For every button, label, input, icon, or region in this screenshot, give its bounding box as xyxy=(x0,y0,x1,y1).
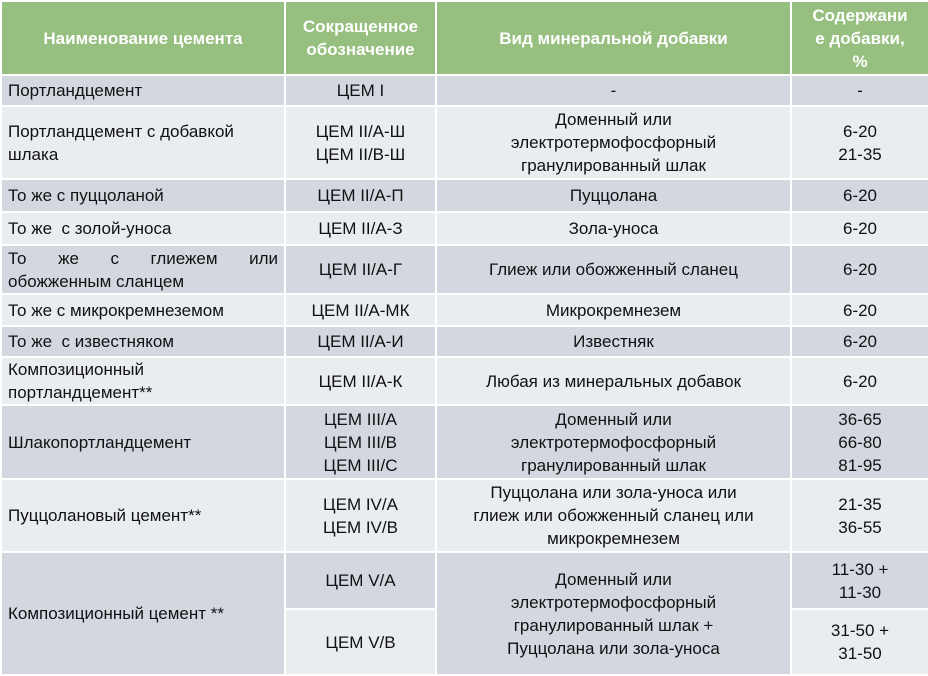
cement-name-cell xyxy=(1,106,285,179)
cell-text: ЦЕМ II/А-Ш xyxy=(315,121,406,141)
cell-text: 21-35 xyxy=(838,144,882,164)
cell-text: глиеж или обожженный сланец или xyxy=(473,506,754,525)
cell-text: То же с микрокремнеземом xyxy=(8,300,224,320)
additive-cell xyxy=(436,357,791,405)
table-row xyxy=(1,179,928,212)
cell-text: Микрокремнезем xyxy=(545,300,682,320)
abbreviation-cell xyxy=(285,479,436,552)
table-row xyxy=(1,405,928,479)
cell-text: гранулированный шлак xyxy=(521,156,706,175)
header-row xyxy=(1,1,928,75)
additive-cell xyxy=(436,179,791,212)
cell-text: Пуццолана или зола-уноса xyxy=(507,638,720,658)
table-row xyxy=(1,212,928,245)
cell-text: То же с пуццоланой xyxy=(8,186,164,205)
additive-cell xyxy=(436,326,791,357)
table-row xyxy=(1,357,928,405)
additive-cell xyxy=(436,106,791,179)
cell-text: Известняк xyxy=(573,332,654,351)
cell-text: 11-30 + xyxy=(831,559,889,579)
cement-name-cell xyxy=(1,326,285,357)
additive-cell xyxy=(436,245,791,294)
cell-text: Пуццолановый цемент** xyxy=(8,506,202,525)
cell-text: Композиционный xyxy=(8,360,144,379)
cell-text: ЦЕМ IV/А xyxy=(323,494,398,514)
cell-text: Зола-уноса xyxy=(568,219,659,238)
abbreviation-cell xyxy=(285,245,436,294)
abbreviation-cell xyxy=(285,326,436,357)
cell-text: ЦЕМ II/А-К xyxy=(318,371,403,391)
cell-text: 6-20 xyxy=(842,332,878,351)
cell-text: ЦЕМ V/В xyxy=(325,632,396,652)
cement-name-cell xyxy=(1,357,285,405)
cell-text: обожженным сланцем xyxy=(8,271,185,291)
cell-text: Любая из минеральных добавок xyxy=(485,371,742,391)
cell-text: ЦЕМ V/А xyxy=(325,571,396,590)
content-cell xyxy=(791,609,928,675)
header-content-line-1: Содержани xyxy=(812,5,908,25)
abbreviation-cell xyxy=(285,75,436,106)
header-abbreviation-line-2: обозначение xyxy=(306,40,415,59)
header-content-line-3: % xyxy=(852,51,868,71)
cell-text: Шлакопортландцемент xyxy=(8,432,192,452)
additive-cell xyxy=(436,552,791,675)
header-additive-content xyxy=(791,1,928,75)
header-abbreviation xyxy=(285,1,436,75)
cell-text: 21-35 xyxy=(838,494,882,514)
cell-text: 6-20 xyxy=(842,371,878,391)
cell-text: ЦЕМ II/А-И xyxy=(317,332,404,351)
table-row xyxy=(1,75,928,106)
cell-text: Пуццолана xyxy=(569,186,658,205)
cell-text: Глиеж или обожженный сланец xyxy=(489,260,738,279)
additive-cell xyxy=(436,75,791,106)
cell-text: гранулированный шлак + xyxy=(513,615,714,635)
header-content-line-2: е добавки, xyxy=(815,28,905,48)
cement-name-cell xyxy=(1,405,285,479)
cell-text: гранулированный шлак xyxy=(521,455,706,475)
cell-text: 31-50 xyxy=(838,644,882,663)
cell-text: 6-20 xyxy=(842,186,878,205)
cell-text: ЦЕМ II/А-Г xyxy=(318,260,403,279)
content-cell xyxy=(791,357,928,405)
cell-text: - xyxy=(610,81,617,100)
cell-text: портландцемент** xyxy=(8,383,153,402)
cement-name-cell xyxy=(1,479,285,552)
table-row xyxy=(1,552,928,609)
abbreviation-cell xyxy=(285,212,436,245)
cell-text: ЦЕМ III/А xyxy=(323,409,398,429)
content-cell xyxy=(791,552,928,609)
abbreviation-cell xyxy=(285,179,436,212)
additive-cell xyxy=(436,294,791,326)
cell-text: Доменный или xyxy=(555,110,672,129)
abbreviation-cell xyxy=(285,106,436,179)
cell-text: 36-65 xyxy=(838,409,882,429)
cell-text: ЦЕМ III/В xyxy=(323,432,398,452)
cement-name-cell xyxy=(1,294,285,326)
table-row xyxy=(1,294,928,326)
cell-text: ЦЕМ II/А-МК xyxy=(311,300,410,320)
cell-text: Доменный или xyxy=(555,569,672,589)
table-row xyxy=(1,245,928,294)
content-cell xyxy=(791,179,928,212)
cell-text: электротермофосфорный xyxy=(510,432,717,452)
abbreviation-cell xyxy=(285,552,436,609)
cell-text: 31-50 + xyxy=(830,621,890,640)
content-cell xyxy=(791,106,928,179)
cell-text: То же с глиежем или xyxy=(8,248,278,268)
cell-text: ЦЕМ II/А-З xyxy=(318,219,403,238)
cell-text: То же с золой-уноса xyxy=(8,219,172,238)
cement-name-cell xyxy=(1,179,285,212)
additive-cell xyxy=(436,405,791,479)
cell-text: ЦЕМ II/В-Ш xyxy=(315,144,406,164)
cell-text: шлака xyxy=(8,144,59,164)
cell-text: Портландцемент с добавкой xyxy=(8,121,234,141)
table-row xyxy=(1,326,928,357)
content-cell xyxy=(791,479,928,552)
cell-text: То же с известняком xyxy=(8,332,174,351)
content-cell xyxy=(791,245,928,294)
cell-text: электротермофосфорный xyxy=(510,133,717,152)
cement-name-cell xyxy=(1,552,285,675)
cement-name-cell xyxy=(1,75,285,106)
cell-text: ЦЕМ II/А-П xyxy=(317,186,404,205)
cell-text: - xyxy=(857,81,863,100)
cell-text: 66-80 xyxy=(838,432,882,452)
content-cell xyxy=(791,75,928,106)
content-cell xyxy=(791,212,928,245)
cell-text: 36-55 xyxy=(838,517,882,537)
cell-text: 81-95 xyxy=(838,455,882,475)
cell-text: Доменный или xyxy=(555,409,672,429)
cell-text: ЦЕМ IV/В xyxy=(323,517,398,537)
cement-name-cell xyxy=(1,212,285,245)
cell-text: ЦЕМ III/С xyxy=(323,455,398,475)
abbreviation-cell xyxy=(285,405,436,479)
content-cell xyxy=(791,405,928,479)
cell-text: ЦЕМ I xyxy=(336,81,385,100)
table-row xyxy=(1,479,928,552)
cement-name-cell xyxy=(1,245,285,294)
cell-text: 6-20 xyxy=(842,121,878,141)
header-cement-name: Наименование цемента xyxy=(1,1,285,75)
cell-text: микрокремнезем xyxy=(547,529,680,548)
cell-text: электротермофосфорный xyxy=(510,592,717,612)
cell-text: 11-30 xyxy=(838,582,882,602)
cell-text: Композиционный цемент ** xyxy=(8,604,224,623)
cell-text: 6-20 xyxy=(842,219,878,238)
cell-text: 6-20 xyxy=(842,260,878,279)
abbreviation-cell xyxy=(285,294,436,326)
content-cell xyxy=(791,326,928,357)
additive-cell xyxy=(436,212,791,245)
header-additive-type: Вид минеральной добавки xyxy=(436,1,791,75)
abbreviation-cell xyxy=(285,357,436,405)
table-row xyxy=(1,106,928,179)
additive-cell xyxy=(436,479,791,552)
cell-text: 6-20 xyxy=(842,300,878,320)
cell-text: Портландцемент xyxy=(8,81,143,100)
abbreviation-cell xyxy=(285,609,436,675)
header-abbreviation-line-1: Сокращенное xyxy=(302,17,419,36)
cell-text: Пуццолана или зола-уноса или xyxy=(490,483,737,502)
content-cell xyxy=(791,294,928,326)
